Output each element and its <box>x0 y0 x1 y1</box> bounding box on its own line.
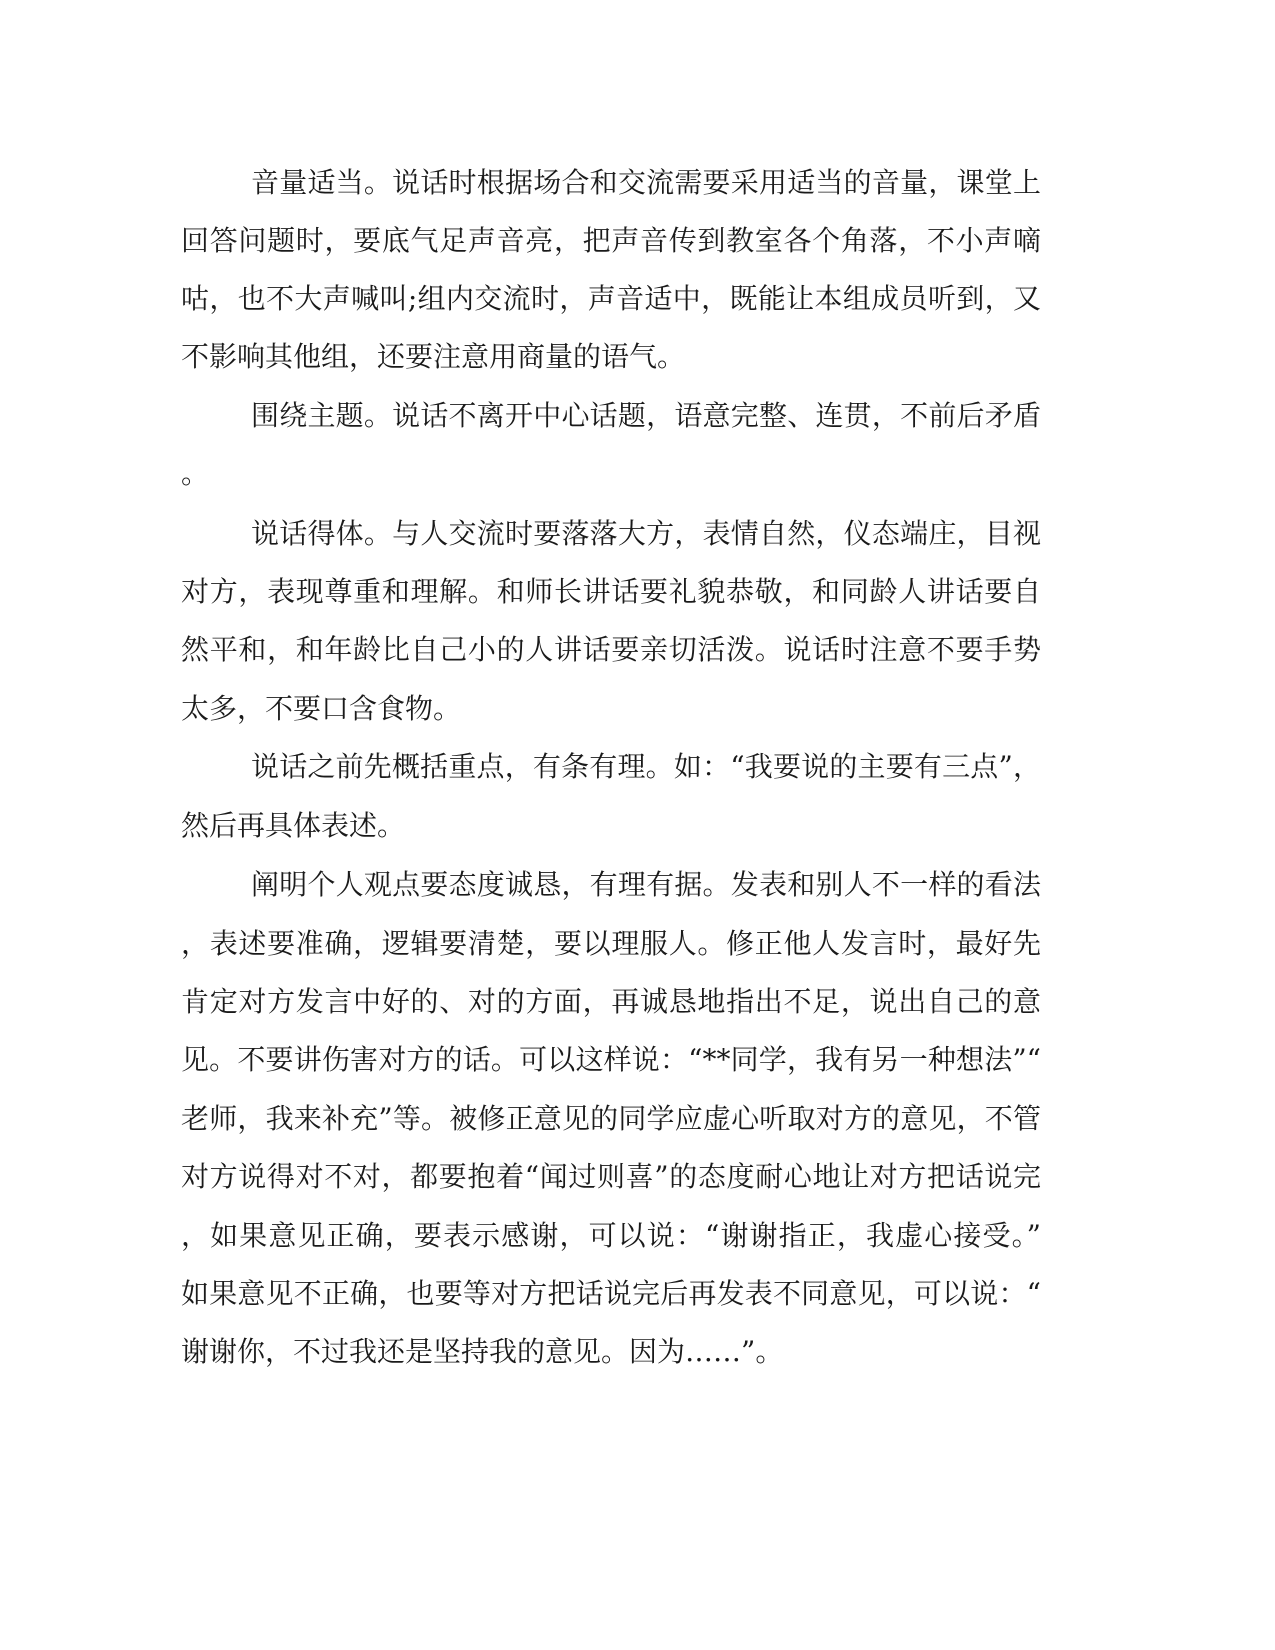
paragraph-opinion-line-9: 谢谢你，不过我还是坚持我的意见。因为……”。 <box>181 1335 784 1368</box>
paragraph-topic-line-2: 。 <box>181 457 210 490</box>
paragraph-volume-line-3: 咕，也不大声喊叫;组内交流时，声音适中，既能让本组成员听到，又 <box>181 282 1041 315</box>
paragraph-opinion-line-3: 肯定对方发言中好的、对的方面，再诚恳地指出不足，说出自己的意 <box>181 985 1041 1018</box>
paragraph-opinion-line-2: ，表述要准确，逻辑要清楚，要以理服人。修正他人发言时，最好先 <box>181 927 1041 960</box>
paragraph-volume-line-4: 不影响其他组，还要注意用商量的语气。 <box>181 340 686 373</box>
paragraph-manner-line-1: 说话得体。与人交流时要落落大方，表情自然，仪态端庄，目视 <box>251 517 1041 550</box>
paragraph-opinion-line-5: 老师，我来补充”等。被修正意见的同学应虚心听取对方的意见，不管 <box>181 1102 1041 1135</box>
paragraph-summary-line-1: 说话之前先概括重点，有条有理。如：“我要说的主要有三点”， <box>251 750 1041 783</box>
paragraph-manner-line-4: 太多，不要口含食物。 <box>181 692 462 725</box>
paragraph-opinion-line-4: 见。不要讲伤害对方的话。可以这样说：“**同学，我有另一种想法”“ <box>181 1043 1041 1076</box>
paragraph-topic-line-1: 围绕主题。说话不离开中心话题，语意完整、连贯，不前后矛盾 <box>251 399 1041 432</box>
paragraph-opinion-line-6: 对方说得对不对，都要抱着“闻过则喜”的态度耐心地让对方把话说完 <box>181 1160 1041 1193</box>
paragraph-manner-line-2: 对方，表现尊重和理解。和师长讲话要礼貌恭敬，和同龄人讲话要自 <box>181 575 1041 608</box>
paragraph-volume-line-1: 音量适当。说话时根据场合和交流需要采用适当的音量，课堂上 <box>251 166 1041 199</box>
paragraph-manner-line-3: 然平和，和年龄比自己小的人讲话要亲切活泼。说话时注意不要手势 <box>181 633 1041 666</box>
paragraph-opinion-line-8: 如果意见不正确，也要等对方把话说完后再发表不同意见，可以说：“ <box>181 1277 1041 1310</box>
paragraph-opinion-line-7: ，如果意见正确，要表示感谢，可以说：“谢谢指正，我虚心接受。” <box>181 1219 1041 1252</box>
paragraph-summary-line-2: 然后再具体表述。 <box>181 809 406 842</box>
paragraph-opinion-line-1: 阐明个人观点要态度诚恳，有理有据。发表和别人不一样的看法 <box>251 868 1041 901</box>
paragraph-volume-line-2: 回答问题时，要底气足声音亮，把声音传到教室各个角落，不小声嘀 <box>181 224 1041 257</box>
